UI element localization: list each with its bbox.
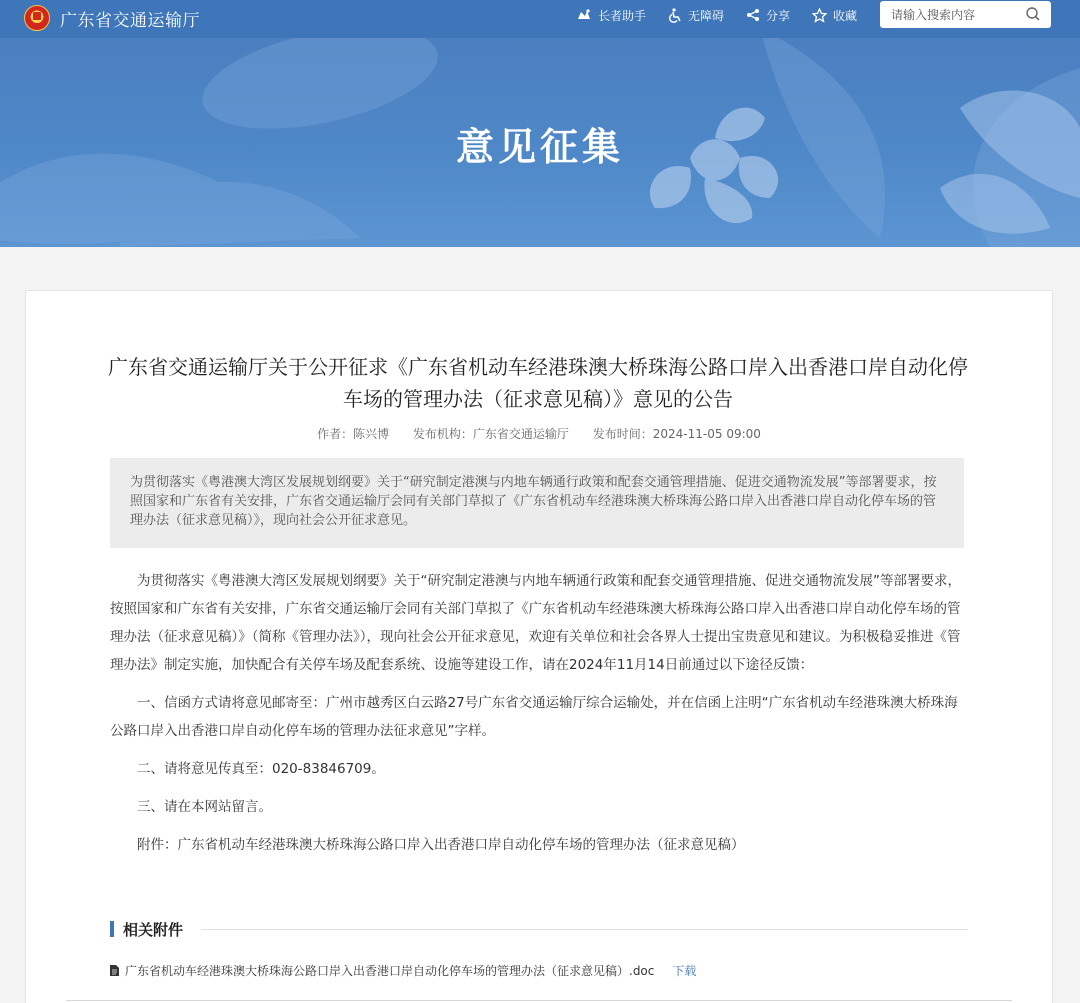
top-bar xyxy=(0,0,1080,38)
accessibility-button[interactable] xyxy=(668,7,724,24)
article-publisher: 发布机构：广东省交通运输厅 xyxy=(412,427,569,441)
body-paragraph: 三、请在本网站留言。 xyxy=(137,799,272,815)
site-brand[interactable] xyxy=(24,3,200,33)
elder-helper-icon xyxy=(576,8,592,22)
national-emblem-icon xyxy=(24,5,50,31)
article-publish-time: 发布时间：2024-11-05 09:00 xyxy=(592,427,761,441)
favorite-label: 收藏 xyxy=(833,8,858,23)
article-body xyxy=(110,567,968,869)
page-banner xyxy=(0,38,1080,247)
attachments-heading xyxy=(110,918,968,940)
body-paragraph: 一、信函方式请将意见邮寄至：广州市越秀区白云路27号广东省交通运输厅综合运输处，并在信函上注明“广东省机动车经港珠澳大桥珠海公路口岸入出香港口岸自动化停车场的管理办法征求意见”字样。 xyxy=(110,695,958,739)
share-label: 分享 xyxy=(766,8,791,23)
article-card xyxy=(25,290,1053,1003)
elder-helper-button[interactable] xyxy=(576,7,646,24)
article-abstract: 为贯彻落实《粤港澳大湾区发展规划纲要》关于“研究制定港澳与内地车辆通行政策和配套交通管理措施、促进交通物流发展”等部署要求，按照国家和广东省有关安排，广东省交通运输厅会同有关部门草拟了《广东省机动车经港珠澳大桥珠海公路口岸入出香港口岸自动化停车场的管理办法（征求意见稿）》，现向社会公开征求意见。 xyxy=(110,458,964,548)
search-box xyxy=(880,1,1051,28)
body-paragraph: 为贯彻落实《粤港澳大湾区发展规划纲要》关于“研究制定港澳与内地车辆通行政策和配套交通管理措施、促进交通物流发展”等部署要求，按照国家和广东省有关安排，广东省交通运输厅会同有关部门草拟了《广东省机动车经港珠澳大桥珠海公路口岸入出香港口岸自动化停车场的管理办法（征求意见稿）》（简称《管理办法》），现向社会公开征求意见，欢迎有关单位和社会各界人士提出宝贵意见和建议。为积极稳妥推进《管理办法》制定实施，加快配合有关停车场及配套系统、设施等建设工作，请在2024年11月14日前通过以下途径反馈： xyxy=(110,573,961,673)
search-input[interactable] xyxy=(889,7,1023,23)
article-title: 广东省交通运输厅关于公开征求《广东省机动车经港珠澳大桥珠海公路口岸入出香港口岸自动化停车场的管理办法（征求意见稿）》意见的公告 xyxy=(108,355,968,411)
elder-helper-label: 长者助手 xyxy=(598,8,647,23)
favorite-button[interactable] xyxy=(812,7,857,24)
share-button[interactable] xyxy=(746,7,790,24)
attachment-filename[interactable]: 广东省机动车经港珠澳大桥珠海公路口岸入出香港口岸自动化停车场的管理办法（征求意见稿）.doc xyxy=(125,964,655,978)
attachment-item xyxy=(110,962,696,979)
attachment-download-link[interactable]: 下载 xyxy=(672,964,697,978)
article-meta xyxy=(26,425,1052,442)
body-paragraph: 二、请将意见传真至：020-83846709。 xyxy=(137,761,385,777)
attachments-heading-label: 相关附件 xyxy=(123,920,184,939)
accessibility-label: 无障碍 xyxy=(688,8,725,23)
banner-title: 意见征集 xyxy=(455,125,624,169)
share-icon xyxy=(746,8,760,22)
heading-divider xyxy=(201,929,968,930)
bottom-divider xyxy=(66,1000,1012,1001)
article-author: 作者：陈兴博 xyxy=(317,427,390,441)
accessibility-icon xyxy=(668,8,682,23)
star-icon xyxy=(812,8,827,23)
search-icon[interactable] xyxy=(1025,6,1041,22)
document-icon xyxy=(110,965,119,976)
heading-accent-bar xyxy=(110,921,114,937)
site-name: 广东省交通运输厅 xyxy=(60,10,200,31)
toolbar xyxy=(576,0,879,30)
body-paragraph: 附件：广东省机动车经港珠澳大桥珠海公路口岸入出香港口岸自动化停车场的管理办法（征求意见稿） xyxy=(137,837,745,853)
